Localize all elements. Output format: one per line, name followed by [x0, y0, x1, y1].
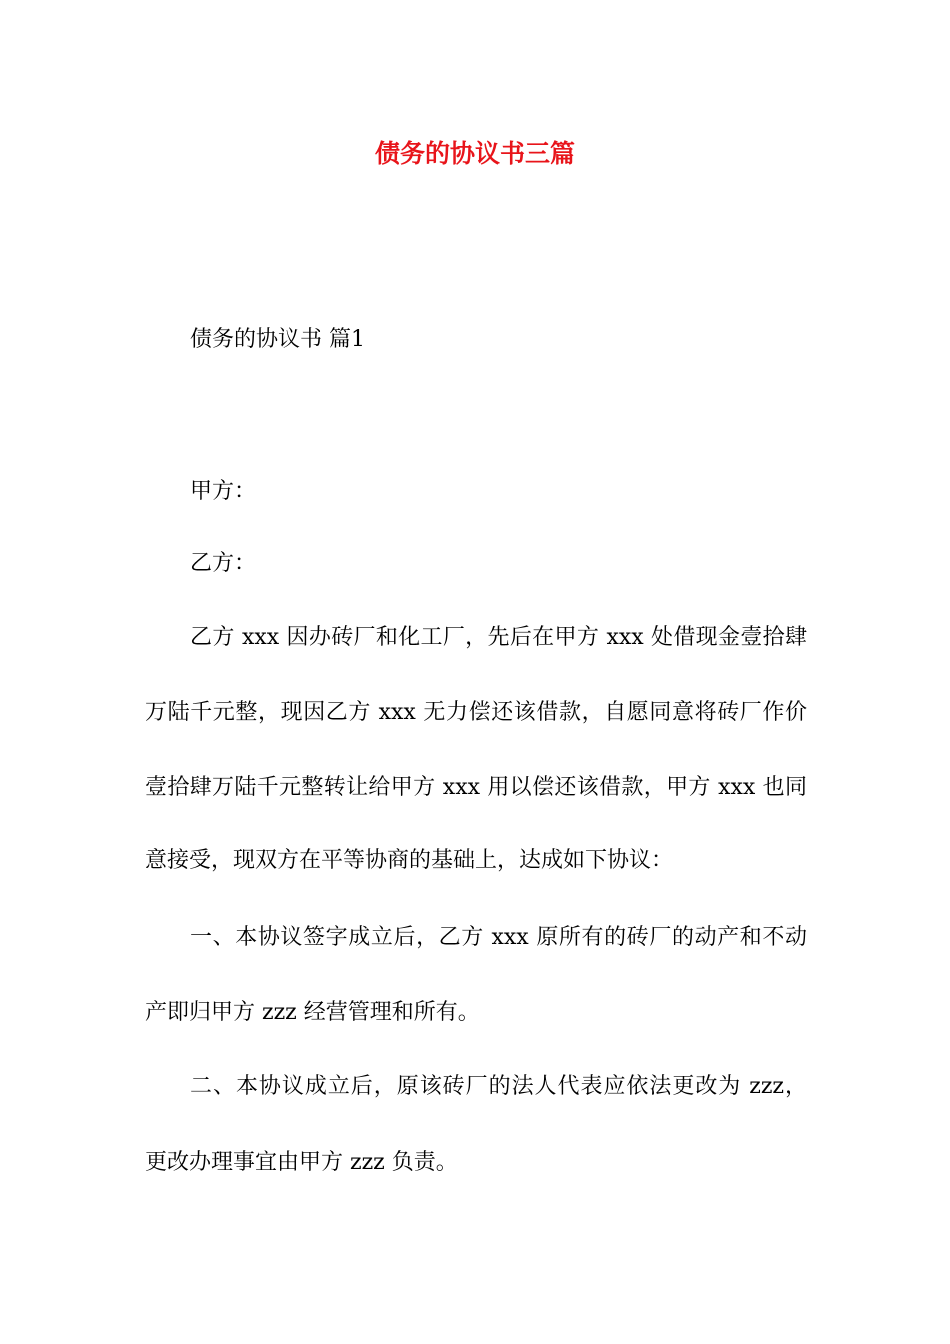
paragraph-1-line-4: 意接受，现双方在平等协商的基础上，达成如下协议： — [145, 848, 674, 873]
section-heading: 债务的协议书 篇1 — [190, 327, 365, 352]
clause-2-line-1: 二、本协议成立后，原该砖厂的法人代表应依法更改为 zzz， — [190, 1074, 807, 1099]
party-a-label: 甲方： — [190, 479, 257, 504]
party-b-label: 乙方： — [190, 551, 257, 576]
paragraph-1-line-1: 乙方 xxx 因办砖厂和化工厂，先后在甲方 xxx 处借现金壹拾肆 — [190, 625, 807, 650]
document-title: 债务的协议书三篇 — [374, 139, 575, 168]
clause-2-line-2: 更改办理事宜由甲方 zzz 负责。 — [145, 1150, 458, 1175]
paragraph-1-line-3: 壹拾肆万陆千元整转让给甲方 xxx 用以偿还该借款，甲方 xxx 也同 — [145, 775, 807, 800]
paragraph-1-line-2: 万陆千元整，现因乙方 xxx 无力偿还该借款，自愿同意将砖厂作价 — [145, 700, 807, 725]
clause-1-line-2: 产即归甲方 zzz 经营管理和所有。 — [145, 1000, 480, 1025]
clause-1-line-1: 一、本协议签字成立后，乙方 xxx 原所有的砖厂的动产和不动 — [190, 925, 807, 950]
